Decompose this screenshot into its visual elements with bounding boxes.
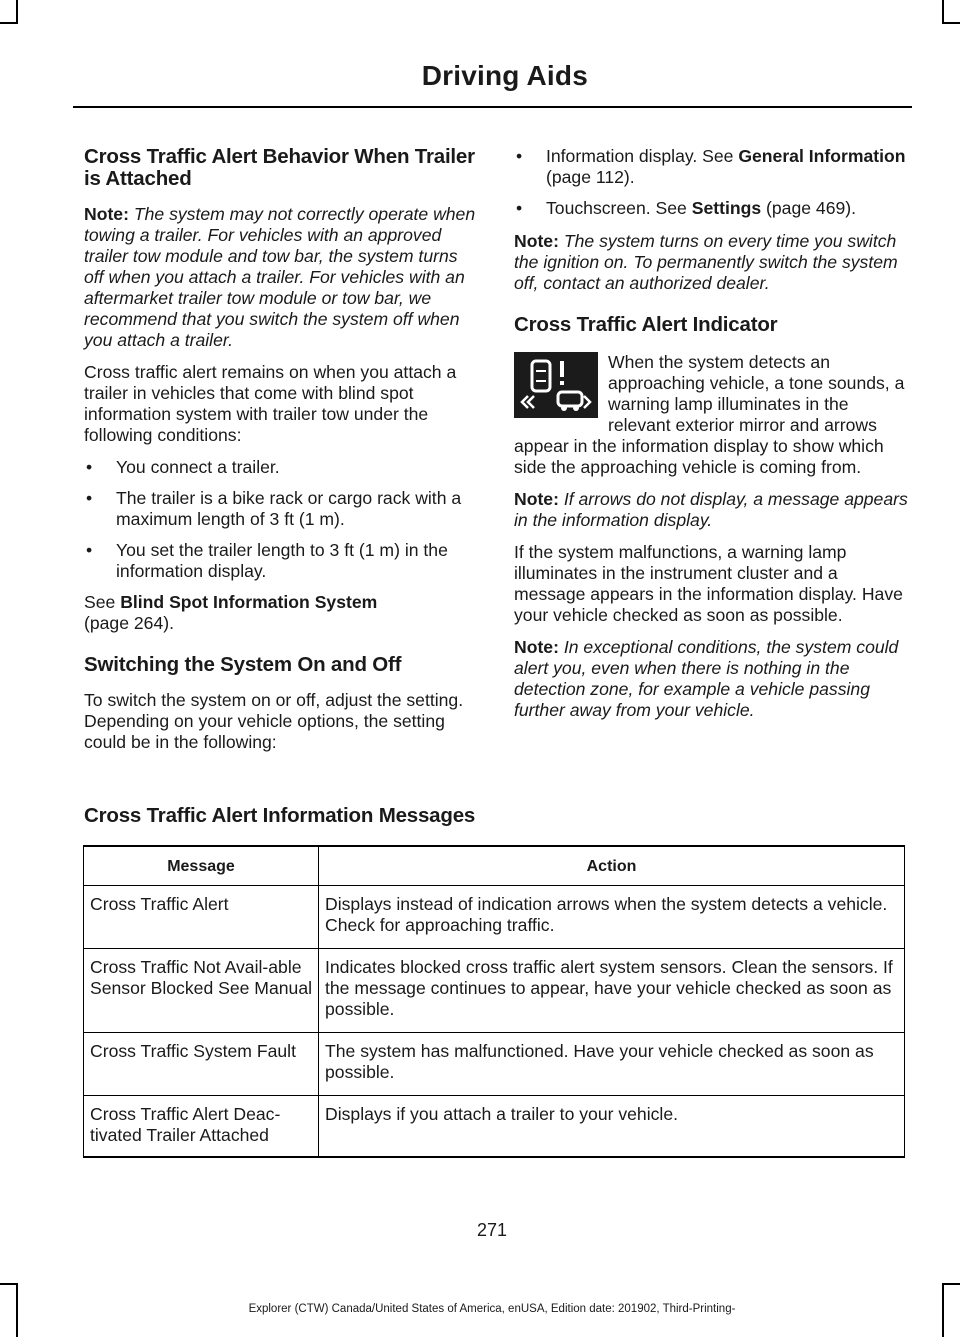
list-item: [84, 540, 478, 582]
body-paragraph: To switch the system on or off, adjust the setting. Depending on your vehicle options, the setting could be in the following:: [84, 690, 464, 752]
reference-link[interactable]: General Information: [738, 146, 906, 166]
action-cell: Displays instead of indication arrows when the system detects a vehicle. Check for approaching traffic.: [319, 886, 905, 949]
left-column: [84, 146, 478, 764]
note-label: Note:: [514, 231, 559, 251]
message-cell: Cross Traffic Alert: [84, 886, 319, 949]
action-cell: Indicates blocked cross traffic alert system sensors. Clean the sensors. If the message continues to appear, have your vehicle checked as soon as possible.: [319, 949, 905, 1033]
right-column: [514, 146, 908, 732]
see-prefix: See: [84, 592, 121, 612]
list-item-text: Touchscreen. See: [546, 198, 692, 218]
list-item: [84, 488, 478, 530]
column-header-message: Message: [84, 846, 319, 886]
table-row: [84, 886, 905, 949]
crop-mark: [0, 22, 18, 24]
page-number: 271: [476, 1220, 508, 1240]
note-paragraph: [514, 637, 908, 721]
table-row: [84, 1033, 905, 1096]
action-cell: Displays if you attach a trailer to your vehicle.: [319, 1096, 905, 1158]
crop-mark: [16, 0, 18, 22]
list-item-text: You connect a trailer.: [116, 457, 280, 477]
messages-table: [83, 845, 905, 1158]
heading-trailer-behavior: Cross Traffic Alert Behavior When Trailer is Attached: [84, 145, 475, 190]
note-text: The system turns on every time you switch the ignition on. To permanently switch the system off, contact an authorized dealer.: [514, 231, 898, 293]
table-row: [84, 1096, 905, 1158]
list-item: [514, 198, 908, 219]
list-item: [514, 146, 908, 188]
note-text: If arrows do not display, a message appears in the information display.: [514, 489, 908, 530]
note-label: Note:: [514, 637, 559, 657]
note-text: The system may not correctly operate when towing a trailer. For vehicles with an approved trailer tow module and tow bar, the system turns off when you attach a trailer. For vehicles with an aftermarket trailer tow module or tow bar, we recommend that you switch the system off when you attach a trailer.: [84, 204, 476, 350]
settings-locations-list: [514, 146, 908, 219]
reference-page: (page 469).: [761, 198, 857, 218]
see-reference: [84, 592, 478, 634]
action-cell: The system has malfunctioned. Have your vehicle checked as soon as possible.: [319, 1033, 905, 1096]
note-paragraph: [514, 489, 908, 531]
note-text: In exceptional conditions, the system could alert you, even when there is nothing in the detection zone, for example a vehicle passing further away from your vehicle.: [514, 637, 899, 720]
cross-traffic-alert-warning-icon: [514, 352, 598, 418]
table-row: [84, 949, 905, 1033]
header-rule: [73, 106, 912, 108]
message-cell: Cross Traffic System Fault: [84, 1033, 319, 1096]
list-item-text: Information display. See: [546, 146, 739, 166]
reference-page: (page 112).: [546, 167, 635, 187]
body-paragraph: If the system malfunctions, a warning lamp illuminates in the instrument cluster and a message appears in the information display. Have your vehicle checked as soon as possible.: [514, 542, 903, 625]
note-label: Note:: [84, 204, 129, 224]
note-paragraph: [514, 231, 908, 294]
heading-indicator: Cross Traffic Alert Indicator: [514, 313, 778, 336]
bullet-icon: •: [86, 488, 93, 508]
crop-mark: [942, 0, 944, 22]
footer-edition: Explorer (CTW) Canada/United States of America, enUSA, Edition date: 201902, Third-Printing-: [248, 1303, 736, 1315]
heading-switching: Switching the System On and Off: [84, 653, 402, 676]
reference-page: (page 264).: [84, 613, 174, 633]
indicator-block: [514, 352, 908, 489]
crop-mark: [0, 1283, 18, 1285]
conditions-list: [84, 457, 478, 582]
message-cell: Cross Traffic Not Avail-able Sensor Blocked See Manual: [84, 949, 319, 1033]
bullet-icon: •: [86, 540, 93, 560]
message-cell: Cross Traffic Alert Deac-tivated Trailer Attached: [84, 1096, 319, 1158]
crop-mark: [942, 22, 960, 24]
bullet-icon: •: [516, 146, 523, 166]
body-paragraph: When the system detects an approaching vehicle, a tone sounds, a warning lamp illuminates in the relevant exterior mirror and arrows appear in the information display to show which side the approaching vehicle is coming from.: [514, 352, 905, 477]
note-label: Note:: [514, 489, 559, 509]
table-title: Cross Traffic Alert Information Messages: [84, 804, 476, 827]
list-item-text: You set the trailer length to 3 ft (1 m) in the information display.: [116, 540, 448, 581]
bullet-icon: •: [86, 457, 93, 477]
reference-link[interactable]: Settings: [691, 198, 762, 218]
cross-traffic-alert-warning-icon: [514, 352, 598, 418]
column-header-action: Action: [319, 846, 905, 886]
note-paragraph: [84, 204, 478, 351]
list-item-text: The trailer is a bike rack or cargo rack with a maximum length of 3 ft (1 m).: [116, 488, 462, 529]
table-header-row: [84, 846, 905, 886]
section-title: Driving Aids: [421, 60, 588, 91]
crop-mark: [942, 1283, 960, 1285]
body-paragraph: Cross traffic alert remains on when you attach a trailer in vehicles that come with blind spot information system with trailer tow under the following conditions:: [84, 362, 457, 445]
list-item: [84, 457, 478, 478]
bullet-icon: •: [516, 198, 523, 218]
reference-link[interactable]: Blind Spot Information System: [120, 592, 378, 612]
